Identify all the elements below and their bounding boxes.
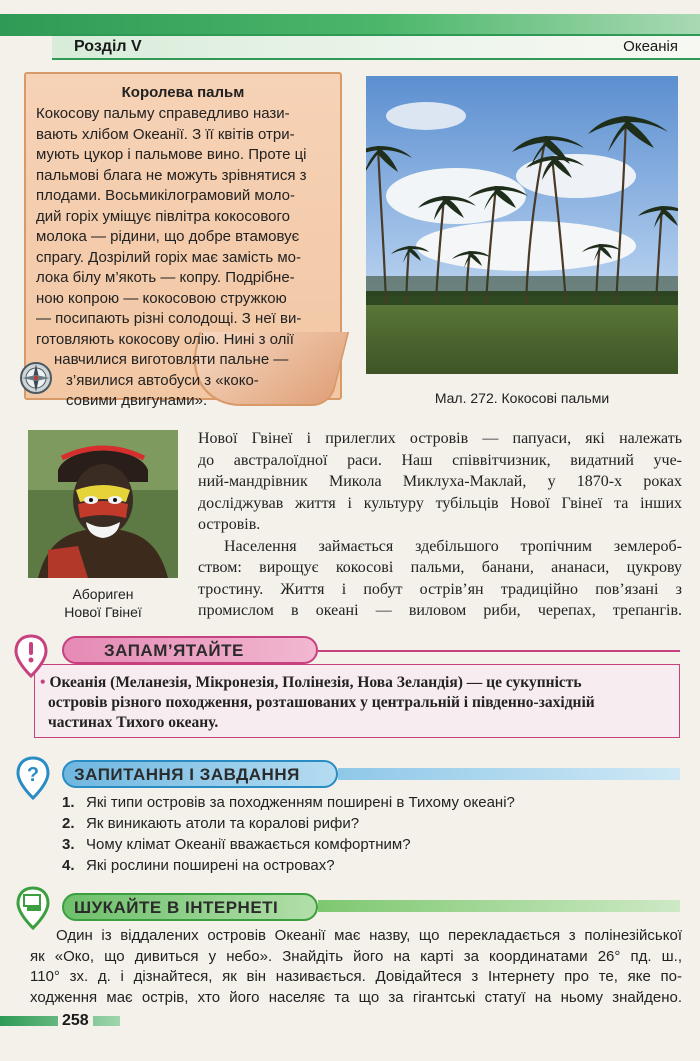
sidebar-line: плодами. Восьмикілограмовий моло- bbox=[36, 187, 295, 204]
question-pin-icon bbox=[16, 756, 50, 800]
sidebar-text bbox=[36, 104, 336, 412]
questions-divider bbox=[338, 768, 680, 780]
sidebar-line: лока білу м’якоть — копру. Подрібне- bbox=[36, 269, 295, 286]
sidebar-line: молока — рідини, що добре втамовує bbox=[36, 228, 300, 245]
question-text: Як виникають атоли та коралові рифи? bbox=[86, 815, 360, 832]
internet-line: Один із віддалених островів Океанії має назву, що перекладається з полінезійської bbox=[56, 927, 682, 944]
sidebar-line: з’явилися автобуси з «коко- bbox=[66, 371, 259, 389]
exclamation-pin-icon bbox=[14, 634, 48, 678]
remember-line: островів різного походження, розташованих у центральній і південно-західній bbox=[48, 694, 595, 711]
section-label: Розділ V bbox=[74, 38, 142, 55]
internet-title: ШУКАЙТЕ В ІНТЕРНЕТІ bbox=[74, 898, 279, 917]
question-item bbox=[62, 813, 515, 834]
top-decor-stripe bbox=[0, 14, 700, 36]
body-line: до австралоїдної раси. Наш співвітчизник, видатний уче- bbox=[198, 451, 682, 469]
computer-pin-icon bbox=[16, 886, 50, 930]
sidebar-title: Королева пальм bbox=[121, 84, 245, 101]
bullet-icon: • bbox=[40, 674, 46, 691]
sidebar-line: спрагу. Дозрілий горіх має замість мо- bbox=[36, 248, 302, 266]
sidebar-line: вають хлібом Океанії. З її квітів отри- bbox=[36, 125, 295, 143]
body-line: ний-мандрівник Микола Миклуха-Маклай, у 1870-х роках bbox=[198, 473, 682, 490]
internet-line: 110° зх. д. і дізнайтеся, як він називається. Довідайтеся з Інтернету про те, яке по- bbox=[30, 968, 682, 985]
body-line: ством: вирощує кокосові пальми, банани, ананаси, цукрову bbox=[198, 559, 682, 576]
sidebar-line: ною копрою — кокосовою стружкою bbox=[36, 289, 287, 307]
question-item bbox=[62, 855, 515, 876]
remember-line: частинах Тихого океану. bbox=[48, 714, 219, 731]
aborigine-caption-line: Абориген bbox=[72, 586, 134, 602]
sidebar-line: дий горіх уміщує півлітра кокосового bbox=[36, 207, 290, 225]
internet-divider bbox=[318, 900, 680, 912]
questions-list bbox=[62, 792, 515, 876]
question-number: 1. bbox=[62, 794, 75, 811]
body-text bbox=[198, 428, 682, 622]
internet-line: ходження має острів, хто його населяє та що за гігантські статуї на ньому знайдено. bbox=[30, 988, 682, 1006]
coconut-palms-photo bbox=[366, 76, 678, 374]
palms-caption: Мал. 272. Кокосові пальми bbox=[434, 390, 610, 406]
question-item bbox=[62, 792, 515, 813]
sidebar-line: совими двигунами». bbox=[66, 392, 208, 409]
aborigine-caption bbox=[28, 585, 178, 621]
body-line: островів. bbox=[198, 516, 261, 533]
sidebar-line: навчилися виготовляти пальне — bbox=[54, 351, 289, 368]
body-line: тростину. Життя і побут острів’ян традиційно пов’язані з bbox=[198, 580, 682, 598]
sidebar-line: Кокосову пальму справедливо нази- bbox=[36, 105, 290, 122]
header-bar bbox=[52, 34, 700, 60]
question-number: 4. bbox=[62, 857, 75, 874]
internet-text bbox=[30, 926, 682, 1008]
remember-line-text: Океанія (Меланезія, Мікронезія, Полінезія, Нова Зеландія) — це сукупність bbox=[49, 674, 582, 691]
question-number: 2. bbox=[62, 815, 75, 832]
internet-line: як «Око, що дивиться у небо». Знайдіть його на карті за координатами 26° пд. ш., bbox=[30, 947, 682, 965]
body-line: промислом в океані — виловом риби, черепах, трепангів. bbox=[198, 602, 682, 619]
sidebar-line: пальмові блага не можуть зрівнятися з bbox=[36, 166, 307, 184]
question-number: 3. bbox=[62, 836, 75, 853]
sidebar-line: — посипають різні солодощі. З неї ви- bbox=[36, 310, 302, 327]
question-item bbox=[62, 834, 515, 855]
body-line: досліджував життя і культуру тубільців Нової Гвінеї та інших bbox=[198, 494, 682, 512]
svg-text:?: ? bbox=[26, 764, 40, 786]
question-text: Чому клімат Океанії вважається комфортним? bbox=[86, 836, 411, 853]
remember-line bbox=[40, 673, 672, 693]
body-line: Нової Гвінеї і прилеглих островів — папуаси, які належать bbox=[198, 430, 682, 447]
compass-icon bbox=[18, 360, 54, 396]
question-text: Які типи островів за походженням поширені в Тихому океані? bbox=[86, 794, 515, 811]
topic-label: Океанія bbox=[623, 38, 678, 55]
questions-title: ЗАПИТАННЯ І ЗАВДАННЯ bbox=[74, 765, 300, 784]
sidebar-line: готовляють кокосову олію. Нині з олії bbox=[36, 330, 294, 348]
remember-title: ЗАПАМ’ЯТАЙТЕ bbox=[104, 641, 244, 660]
remember-divider bbox=[318, 650, 680, 652]
remember-text bbox=[40, 673, 672, 733]
page-number: 258 bbox=[58, 1012, 93, 1030]
aborigine-photo bbox=[28, 430, 178, 578]
sidebar-line: мують цукор і пальмове вино. Проте ці bbox=[36, 146, 307, 163]
aborigine-caption-line: Нової Гвінеї bbox=[64, 604, 142, 620]
question-text: Які рослини поширені на островах? bbox=[86, 857, 335, 874]
body-line: Населення займається здебільшого тропічним землероб- bbox=[224, 537, 682, 555]
